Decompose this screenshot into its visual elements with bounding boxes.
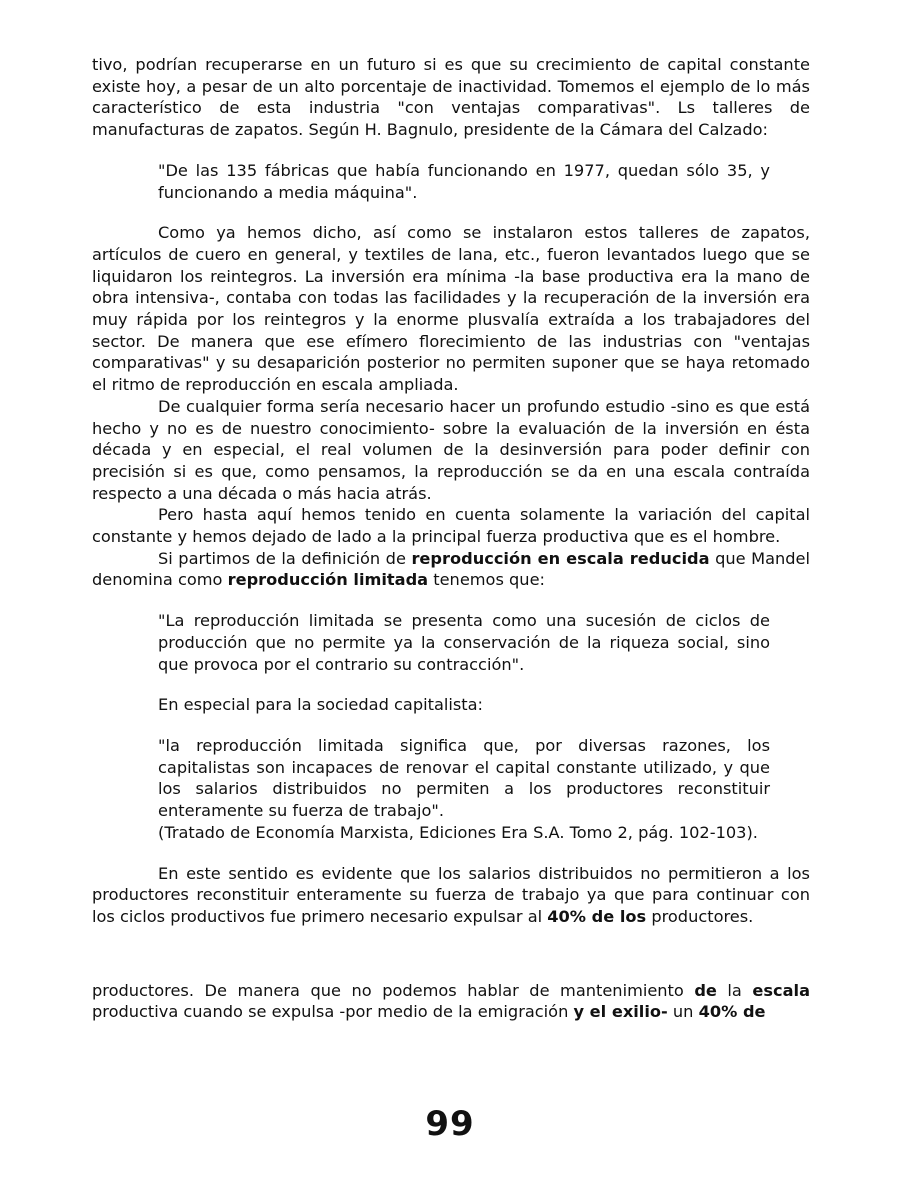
paragraph-8-text-e: productiva cuando se expulsa -por medio de la emigración	[92, 1002, 574, 1022]
paragraph-8-bold-escala: escala	[752, 980, 810, 1000]
paragraph-5-text-a: Si partimos de la definición de	[158, 548, 412, 568]
quote-fabricas: "De las 135 fábricas que había funcionando en 1977, quedan sólo 35, y funcionando a media máquina".	[158, 160, 770, 202]
page-number: 99	[425, 1104, 475, 1144]
paragraph-8-bold-de: de	[694, 980, 717, 1000]
paragraph-3: De cualquier forma sería necesario hacer un profundo estudio -sino es que está hecho y no es de nuestro conocimiento- sobre la evaluación de la inversión en ésta década y en especial, el real volumen de la desinversión para poder definir con precisión si es que, como pensamos, la reproducción se da en una escala contraída respecto a una década o más hacia atrás.	[92, 396, 810, 503]
paragraph-6: En especial para la sociedad capitalista:	[158, 695, 484, 715]
term-reproduccion-escala-reducida: reproducción en escala reducida	[411, 548, 710, 568]
paragraph-7-text-c: productores.	[646, 906, 754, 926]
paragraph-8-text-c: la	[716, 980, 753, 1000]
citation: (Tratado de Economía Marxista, Ediciones Era S.A. Tomo 2, pág. 102-103).	[158, 822, 758, 842]
paragraph-2: Como ya hemos dicho, así como se instalaron estos talleres de zapatos, artículos de cuero en general, y textiles de lana, etc., fueron levantados luego que se liquidaron los reintegros. La inversión era mínima -la base productiva era la mano de obra intensiva-, contaba con todas las facilidades y la recuperación de la inversión era muy rápida por los reintegros y la enorme plusvalía extraída a los trabajadores del sector. De manera que ese efímero florecimiento de las industrias con "ventajas comparativas" y su desaparición posterior no permiten suponer que se haya retomado el ritmo de reproducción en escala ampliada.	[92, 223, 810, 395]
term-reproduccion-limitada: reproducción limitada	[227, 570, 429, 590]
paragraph-5	[92, 548, 810, 591]
paragraph-8-text-g: un	[667, 1002, 699, 1022]
paragraph-7-text-a: En este sentido es evidente que los salarios distribuidos no permitieron a los productores reconstituir enteramente su fuerza de trabajo ya que para continuar con los ciclos productivos fue primero necesario expulsar al	[92, 863, 810, 926]
paragraph-4: Pero hasta aquí hemos tenido en cuenta solamente la variación del capital constante y hemos dejado de lado a la principal fuerza productiva que es el hombre.	[92, 505, 810, 547]
paragraph-8-bold-percent: 40% de	[698, 1002, 766, 1022]
quote-reproduccion-limitada: "La reproducción limitada se presenta como una sucesión de ciclos de producción que no permite ya la conservación de la riqueza social, sino que provoca por el contrario su contracción".	[158, 611, 770, 674]
paragraph-1: tivo, podrían recuperarse en un futuro si es que su crecimiento de capital constante existe hoy, a pesar de un alto porcentaje de inactividad. Tomemos el ejemplo de lo más característico de esta industria "con ventajas comparativas". Ls talleres de manufacturas de zapatos. Según H. Bagnulo, presidente de la Cámara del Calzado:	[92, 55, 810, 140]
paragraph-8-bold-exilio: y el exilio-	[573, 1002, 668, 1022]
paragraph-7-bold: 40% de los	[547, 906, 647, 926]
paragraph-8-text-a: productores. De manera que no podemos hablar de mantenimiento	[92, 980, 695, 1000]
paragraph-7	[92, 863, 810, 928]
paragraph-5-text-e: tenemos que:	[428, 570, 545, 590]
paragraph-8	[92, 980, 810, 1023]
quote-capitalistas: "la reproducción limitada significa que, por diversas razones, los capitalistas son incapaces de renovar el capital constante utilizado, y que los salarios distribuidos no permiten a los productores reconstituir enteramente su fuerza de trabajo".	[158, 735, 770, 821]
document-page	[92, 54, 810, 1023]
paragraph-5-text-c: que Mandel denomina como	[92, 548, 810, 590]
